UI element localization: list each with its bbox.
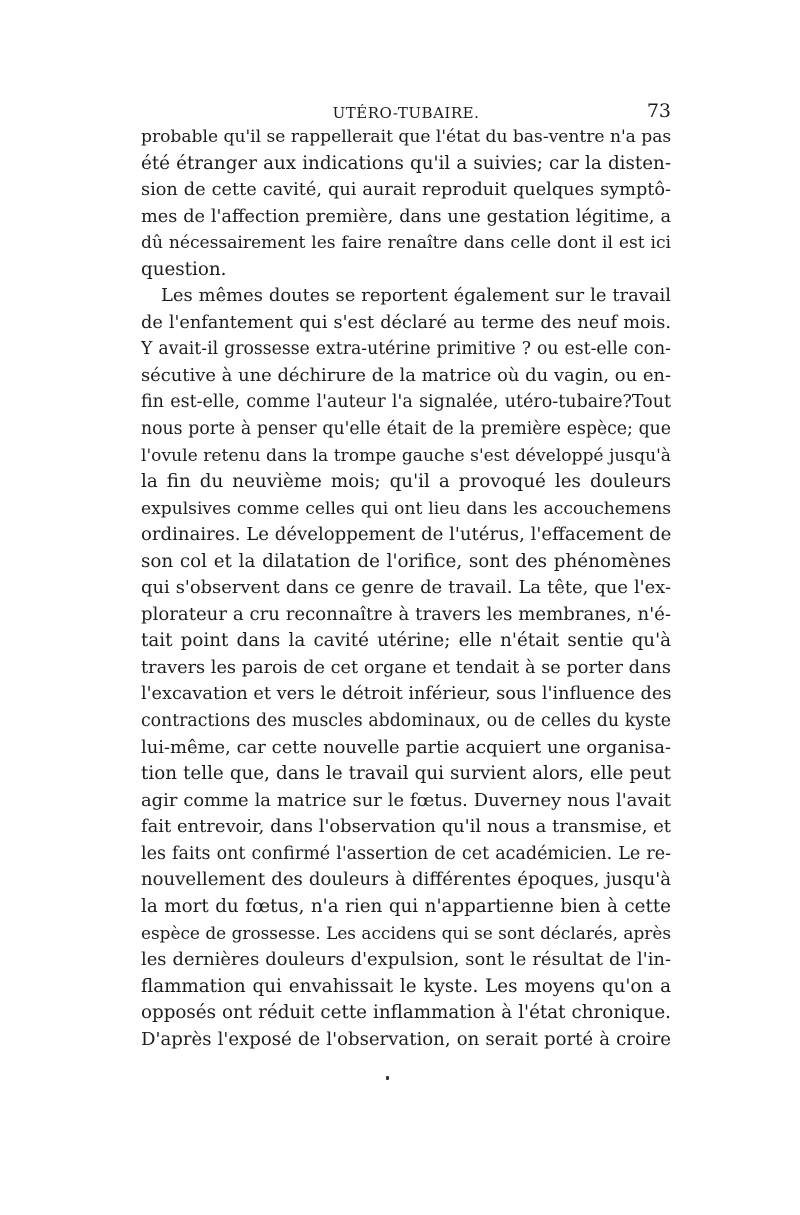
text-line: nous porte à penser qu'elle était de la première espèce; que bbox=[141, 419, 671, 440]
text-line: espèce de grossesse. Les accidens qui se sont déclarés, après bbox=[141, 923, 671, 944]
text-line: les faits ont confirmé l'assertion de cet académicien. Le re- bbox=[141, 843, 671, 864]
text-line: plorateur a cru reconnaître à travers les membranes, n'é- bbox=[141, 603, 671, 625]
text-line: la fin du neuvième mois; qu'il a provoqué les douleurs bbox=[141, 471, 671, 493]
ink-speck bbox=[386, 1076, 389, 1080]
text-line: flammation qui envahissait le kyste. Les moyens qu'on a bbox=[141, 975, 671, 997]
text-line: fin est-elle, comme l'auteur l'a signalée, utéro-tubaire?Tout bbox=[141, 392, 671, 413]
text-line: l'ovule retenu dans la trompe gauche s'est développé jusqu'à bbox=[141, 445, 671, 466]
text-line: mes de l'affection première, dans une gestation légitime, a bbox=[141, 206, 671, 227]
text-line: Les mêmes doutes se reportent également sur le travail bbox=[161, 285, 671, 307]
text-line: tion telle que, dans le travail qui survient alors, elle peut bbox=[141, 763, 671, 785]
text-line: qui s'observent dans ce genre de travail. La tête, que l'ex- bbox=[141, 577, 671, 599]
text-line: fait entrevoir, dans l'observation qu'il nous a transmise, et bbox=[141, 816, 671, 838]
text-line: sion de cette cavité, qui aurait reproduit quelques symptô- bbox=[141, 180, 671, 201]
text-line: tait point dans la cavité utérine; elle n'était sentie qu'à bbox=[141, 630, 671, 652]
text-line: sécutive à une déchirure de la matrice où du vagin, ou en- bbox=[141, 364, 671, 386]
text-line: son col et la dilatation de l'orifice, sont des phénomènes bbox=[141, 550, 671, 572]
body-text bbox=[141, 124, 671, 1053]
text-line: Y avait-il grossesse extra-utérine primitive ? ou est-elle con- bbox=[141, 339, 671, 360]
text-line: contractions des muscles abdominaux, ou de celles du kyste bbox=[141, 711, 671, 732]
text-line: D'après l'exposé de l'observation, on serait porté à croire bbox=[141, 1028, 671, 1050]
text-line: de l'enfantement qui s'est déclaré au terme des neuf mois. bbox=[141, 312, 671, 333]
text-line: ordinaires. Le développement de l'utérus, l'effacement de bbox=[141, 524, 671, 546]
text-line: probable qu'il se rappellerait que l'état du bas-ventre n'a pas bbox=[141, 127, 671, 147]
text-line: travers les parois de cet organe et tendait à se porter dans bbox=[141, 657, 671, 678]
text-line: été étranger aux indications qu'il a suivies; car la disten- bbox=[141, 152, 671, 174]
page-header bbox=[141, 100, 671, 124]
text-line: l'excavation et vers le détroit inférieur, sous l'influence des bbox=[141, 684, 671, 705]
text-line: lui-même, car cette nouvelle partie acquiert une organisa- bbox=[141, 736, 671, 758]
text-line: nouvellement des douleurs à différentes époques, jusqu'à bbox=[141, 869, 671, 891]
text-line: agir comme la matrice sur le fœtus. Duverney nous l'avait bbox=[141, 789, 671, 811]
text-line: les dernières douleurs d'expulsion, sont le résultat de l'in- bbox=[141, 948, 671, 970]
page-number: 73 bbox=[646, 100, 671, 122]
text-line: question. bbox=[141, 258, 227, 280]
text-line: expulsives comme celles qui ont lieu dans les accouchemens bbox=[141, 498, 671, 519]
text-line: la mort du fœtus, n'a rien qui n'appartienne bien à cette bbox=[141, 895, 671, 917]
text-line: opposés ont réduit cette inflammation à l'état chronique. bbox=[141, 1002, 671, 1024]
running-head: UTÉRO-TUBAIRE. bbox=[332, 104, 480, 122]
text-line: dû nécessairement les faire renaître dans celle dont il est ici bbox=[141, 233, 671, 254]
